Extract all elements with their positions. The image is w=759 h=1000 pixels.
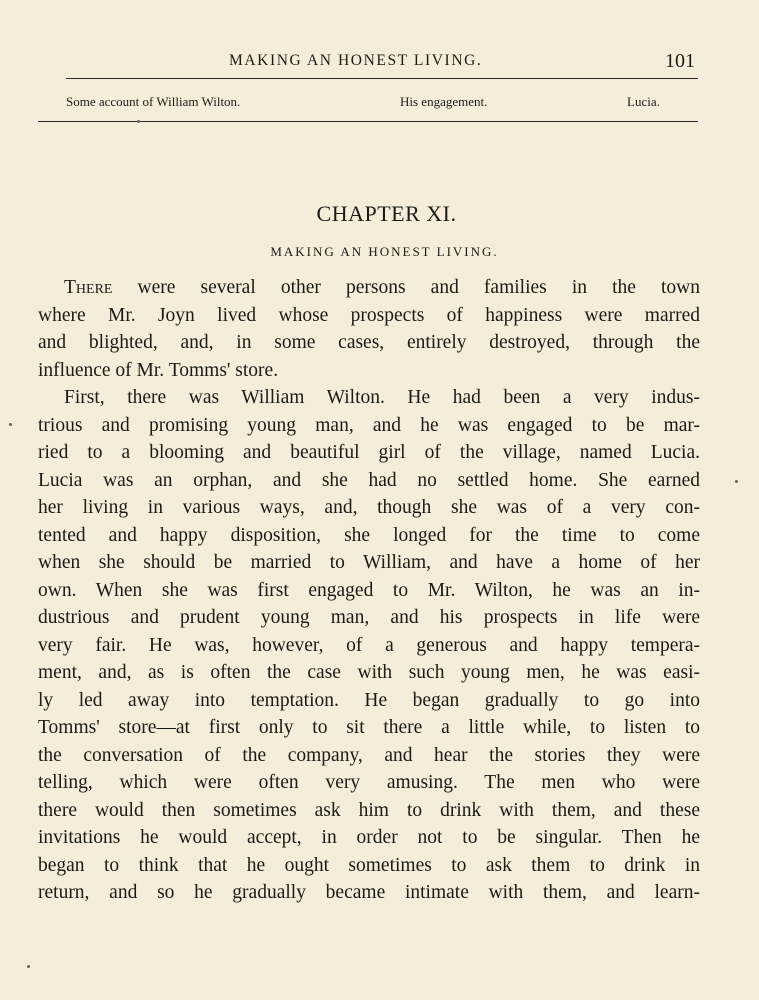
text-line: and blighted, and, in some cases, entirely destroyed, through the [38,332,700,353]
text-line: dustrious and prudent young man, and his prospects in life were [38,607,700,628]
text-line: there would then sometimes ask him to drink with them, and these [38,799,700,821]
text-line: very fair. He was, however, of a generous and happy tempera- [38,634,700,656]
text-line: when she should be married to William, and have a home of her [38,552,700,573]
text-line: ried to a blooming and beautiful girl of the village, named Lucia. [38,442,700,463]
text-line: First, there was William Wilton. He had been a very indus- [64,387,700,408]
text-line: There were several other persons and families in the town [64,277,700,298]
synopsis-item: His engagement. [400,94,488,109]
synopsis-item: Lucia. [627,94,660,109]
text-line: trious and promising young man, and he was engaged to be mar- [38,414,700,436]
running-head [0,50,759,74]
text-line: began to think that he ought sometimes to ask them to drink in [38,854,700,876]
chapter-title: CHAPTER XI. [316,201,457,226]
running-title: MAKING AN HONEST LIVING. [229,52,483,69]
chapter-subtitle: MAKING AN HONEST LIVING. [270,244,499,259]
text-line: return, and so he gradually became intimate with them, and learn- [38,882,700,903]
body-text [38,274,700,907]
paper-speck [27,965,30,968]
paper-speck [137,120,140,123]
drop-word: There [64,277,113,298]
text-line: her living in various ways, and, though she was of a very con- [38,497,700,518]
text-line: invitations he would accept, in order not to be singular. Then he [38,827,700,848]
text-line: where Mr. Joyn lived whose prospects of happiness were marred [38,304,700,326]
text-line: Tomms' store—at first only to sit there a little while, to listen to [38,717,700,738]
text-line: ment, and, as is often the case with such young men, he was easi- [38,662,700,683]
top-rule [66,78,698,79]
synopsis-item: Some account of William Wilton. [66,94,241,109]
text-line: telling, which were often very amusing. The men who were [38,772,700,793]
text-line: Lucia was an orphan, and she had no settled home. She earned [38,469,700,491]
text-line: tented and happy disposition, she longed for the time to come [38,524,700,546]
text-line: the conversation of the company, and hear the stories they were [38,744,700,766]
text-line: influence of Mr. Tomms' store. [38,359,279,381]
paper-speck [735,480,738,483]
text-line: ly led away into temptation. He began gradually to go into [38,689,700,711]
page-number: 101 [665,50,695,72]
paper-speck [9,423,12,426]
text-line: own. When she was first engaged to Mr. Wilton, he was an in- [38,579,700,601]
